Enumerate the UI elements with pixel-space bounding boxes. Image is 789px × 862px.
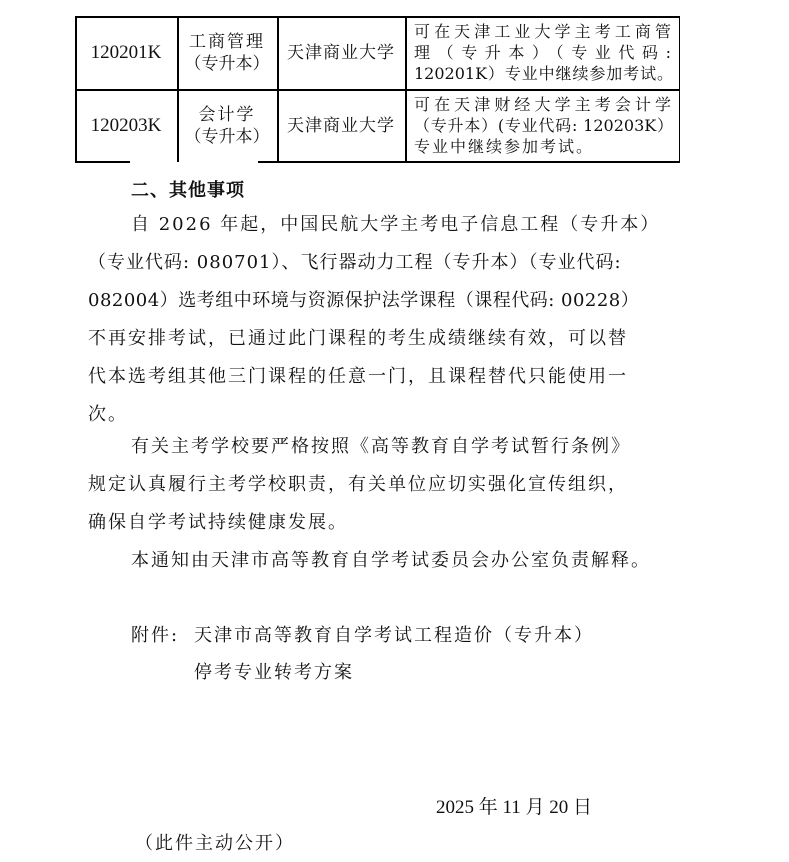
- paragraph-line: 本通知由天津市高等教育自学考试委员会办公室负责解释。: [131, 550, 651, 571]
- paragraph-line: 确保自学考试持续健康发展。: [88, 512, 348, 533]
- table-cell-note: [405, 89, 679, 162]
- note-line: 120201K）专业中继续参加考试。: [414, 64, 673, 83]
- note-line: 可在天津财经大学主考会计学: [414, 95, 673, 114]
- table-cell-school: 天津商业大学: [287, 42, 395, 63]
- note-line: 可在天津工业大学主考工商管: [414, 22, 673, 41]
- paragraph-line: 自 2026 年起，中国民航大学主考电子信息工程（专升本）: [131, 214, 661, 235]
- paragraph-line: 不再安排考试，已通过此门课程的考生成绩继续有效，可以替: [88, 328, 628, 349]
- paragraph-line: 规定认真履行主考学校职责，有关单位应切实强化宣传组织，: [88, 474, 628, 495]
- transfer-table: [75, 16, 680, 162]
- paragraph-line: （专业代码: 080701）、飞行器动力工程（专升本）（专业代码:: [88, 252, 622, 273]
- attachment-title-line1: 天津市高等教育自学考试工程造价（专升本）: [194, 625, 594, 646]
- attachment-label: 附件:: [131, 625, 180, 646]
- table-cell-school: 天津商业大学: [287, 115, 395, 136]
- section-heading: 二、其他事项: [131, 180, 245, 201]
- table-cell-major: [177, 16, 277, 89]
- major-level: （专升本）: [184, 53, 270, 74]
- paragraph-line: 082004）选考组中环境与资源保护法学课程（课程代码: 00228）: [88, 290, 640, 311]
- note-line: 理（专升本）（专业代码:: [414, 43, 673, 62]
- major-level: （专升本）: [184, 126, 270, 147]
- table-cell-code: 120203K: [90, 114, 162, 136]
- issue-date: 2025 年 11 月 20 日: [436, 797, 593, 818]
- note-line: 专业中继续参加考试。: [414, 137, 595, 156]
- table-cell-code: 120201K: [90, 41, 162, 63]
- disclosure-note: （此件主动公开）: [135, 833, 295, 854]
- table-cell-note: [405, 16, 679, 89]
- paragraph-line: 有关主考学校要严格按照《高等教育自学考试暂行条例》: [131, 436, 631, 457]
- attachment-title-line2: 停考专业转考方案: [194, 662, 354, 683]
- major-name: 会计学: [198, 104, 256, 125]
- major-name: 工商管理: [189, 31, 265, 52]
- table-cell-major: [177, 89, 277, 162]
- paragraph-line: 次。: [88, 404, 128, 425]
- note-line: （专升本）(专业代码: 120203K）: [414, 116, 673, 135]
- paragraph-line: 代本选考组其他三门课程的任意一门，且课程替代只能使用一: [88, 366, 628, 387]
